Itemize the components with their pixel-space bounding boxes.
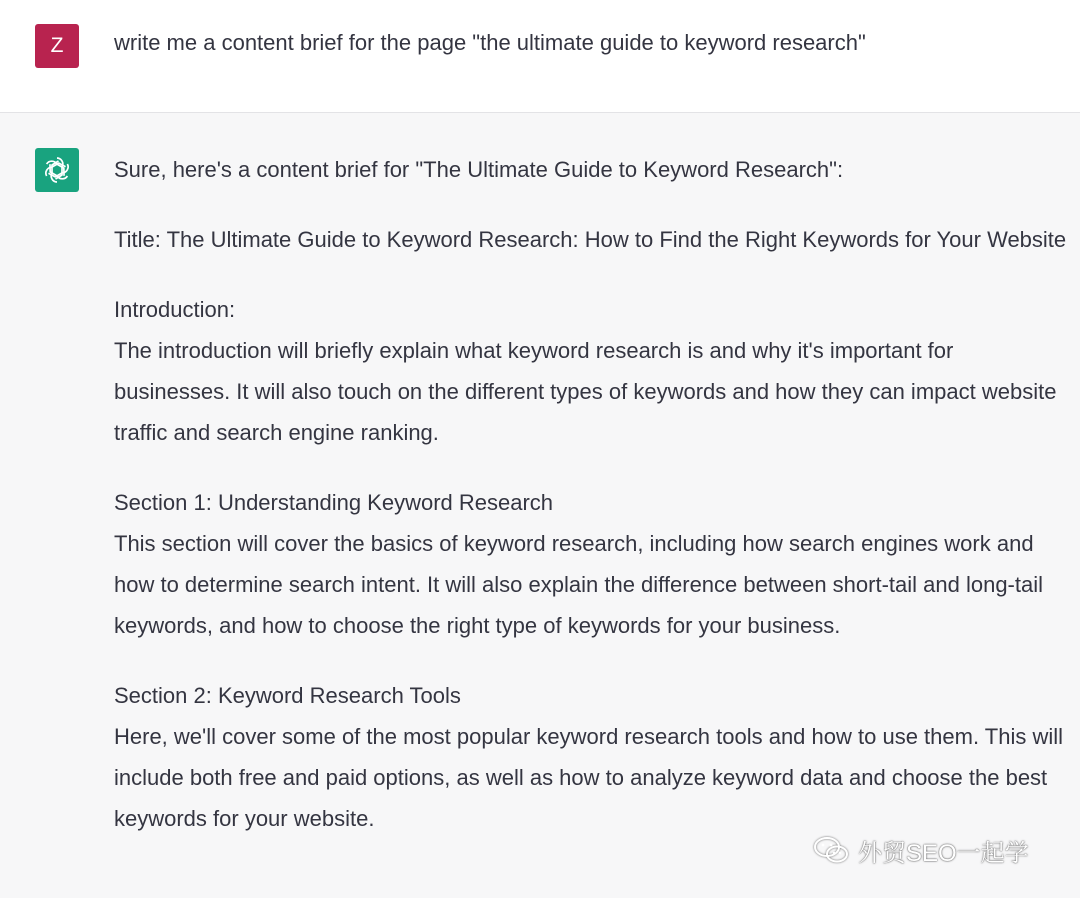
watermark <box>812 834 1029 866</box>
wechat-icon <box>812 835 850 865</box>
section-1-heading: Section 1: Understanding Keyword Research <box>114 490 554 515</box>
introduction-heading: Introduction: <box>114 297 236 322</box>
reply-intro: Sure, here's a content brief for "The Ultimate Guide to Keyword Research": <box>114 157 844 182</box>
openai-logo-icon <box>42 155 72 185</box>
watermark-text: 外贸SEO一起学 <box>858 839 1029 867</box>
section-2-heading: Section 2: Keyword Research Tools <box>114 683 461 708</box>
assistant-message <box>0 113 1080 898</box>
introduction-body: The introduction will briefly explain what keyword research is and why it's important for businesses. It will also touch on the different types of keywords and how they can impact website traffic and search engine ranking. <box>114 338 1057 445</box>
introduction-block <box>114 289 1074 453</box>
user-message <box>0 0 1080 113</box>
section-2-body: Here, we'll cover some of the most popular keyword research tools and how to use them. This will include both free and paid options, as well as how to analyze keyword data and choose the best keywords for your website. <box>114 724 1063 831</box>
user-message-text: write me a content brief for the page "the ultimate guide to keyword research" <box>114 30 866 55</box>
brief-title: Title: The Ultimate Guide to Keyword Research: How to Find the Right Keywords for Your Website <box>114 227 1067 252</box>
assistant-message-text <box>114 149 1074 868</box>
section-1-body: This section will cover the basics of keyword research, including how search engines work and how to determine search intent. It will also explain the difference between short-tail and long-tail keywords, and how to choose the right type of keywords for your business. <box>114 531 1044 638</box>
user-avatar: Z <box>35 24 79 68</box>
section-1-block <box>114 482 1074 646</box>
section-2-block <box>114 675 1074 839</box>
assistant-avatar <box>35 148 79 192</box>
